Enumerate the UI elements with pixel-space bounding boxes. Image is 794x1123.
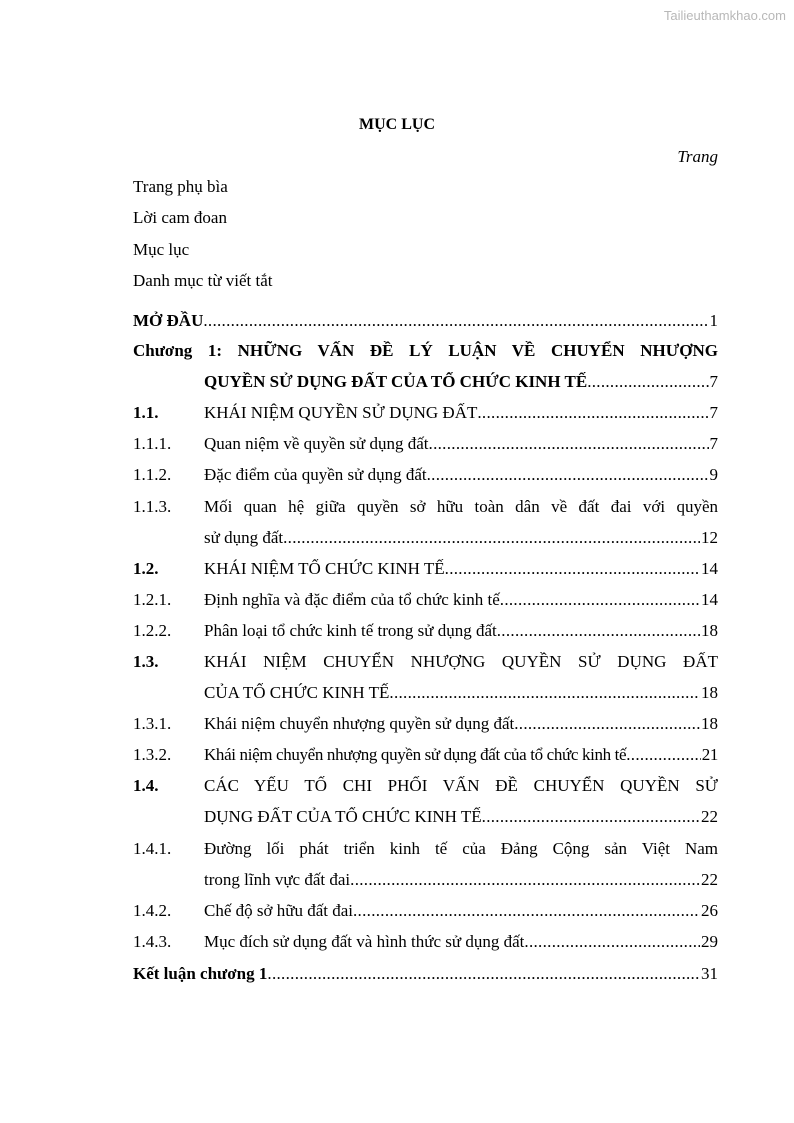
toc-entry-1-4[interactable] bbox=[133, 776, 718, 800]
front-matter-item[interactable]: Danh mục từ viết tắt bbox=[133, 271, 273, 290]
toc-entry-label: KHÁI NIỆM TỔ CHỨC KINH TẾ bbox=[204, 559, 445, 578]
section-number: 1.1.3. bbox=[133, 497, 172, 516]
toc-entry-1-4-1-cont[interactable] bbox=[133, 870, 718, 894]
section-number: 1.1. bbox=[133, 403, 159, 422]
toc-entry-label: Khái niệm chuyển nhượng quyền sử dụng đất của tổ chức kinh tế bbox=[204, 745, 627, 764]
toc-entry-label: CỦA TỔ CHỨC KINH TẾ bbox=[204, 683, 390, 702]
toc-entry-label: KHÁI NIỆM QUYỀN SỬ DỤNG ĐẤT bbox=[204, 403, 478, 422]
section-number: 1.2.1. bbox=[133, 590, 172, 609]
section-number: 1.1.1. bbox=[133, 434, 172, 453]
toc-entry-1-1-3[interactable] bbox=[133, 497, 718, 521]
leader-dots bbox=[497, 621, 700, 641]
toc-entry-label: Đường lối phát triển kinh tế của Đảng Cộng sản Việt Nam bbox=[204, 839, 718, 858]
section-number: 1.4. bbox=[133, 776, 159, 795]
leader-dots bbox=[427, 465, 709, 485]
toc-entry-1-1-3-cont[interactable] bbox=[133, 528, 718, 552]
toc-entry-label: Mối quan hệ giữa quyền sở hữu toàn dân về đất đai với quyền bbox=[204, 497, 718, 516]
section-number: 1.3. bbox=[133, 652, 159, 671]
toc-entry-1-3[interactable] bbox=[133, 652, 718, 676]
section-number: 1.2. bbox=[133, 559, 159, 578]
toc-page-number: 7 bbox=[709, 434, 718, 453]
toc-entry-label: NHỮNG VẤN ĐỀ LÝ LUẬN VỀ CHUYỂN NHƯỢNG bbox=[237, 341, 718, 360]
toc-entry-1-1-1[interactable] bbox=[133, 434, 718, 458]
leader-dots bbox=[445, 559, 700, 579]
toc-page-number: 31 bbox=[701, 964, 718, 983]
leader-dots bbox=[587, 372, 708, 392]
toc-entry-ket-luan[interactable] bbox=[133, 964, 718, 988]
toc-page-number: 18 bbox=[701, 714, 718, 733]
toc-page-number: 7 bbox=[709, 372, 718, 391]
toc-entry-1-3-1[interactable] bbox=[133, 714, 718, 738]
leader-dots bbox=[477, 403, 708, 423]
toc-entry-1-2[interactable] bbox=[133, 559, 718, 583]
toc-entry-label: Định nghĩa và đặc điểm của tổ chức kinh tế bbox=[204, 590, 500, 609]
chapter-prefix: Chương 1: bbox=[133, 341, 223, 360]
toc-page-number: 12 bbox=[701, 528, 718, 547]
leader-dots bbox=[389, 683, 700, 703]
toc-entry-label: DỤNG ĐẤT CỦA TỔ CHỨC KINH TẾ bbox=[204, 807, 482, 826]
toc-page-number: 1 bbox=[709, 311, 718, 330]
toc-entry-1-4-3[interactable] bbox=[133, 932, 718, 956]
watermark: Tailieuthamkhao.com bbox=[663, 8, 786, 23]
toc-page-number: 21 bbox=[701, 745, 718, 764]
toc-entry-chapter-1-cont[interactable] bbox=[133, 372, 718, 396]
page-column-label: Trang bbox=[677, 147, 718, 166]
section-number: 1.2.2. bbox=[133, 621, 172, 640]
toc-page-number: 14 bbox=[701, 590, 718, 609]
toc-entry-label: Mục đích sử dụng đất và hình thức sử dụng đất bbox=[204, 932, 525, 951]
toc-entry-label: trong lĩnh vực đất đai bbox=[204, 870, 351, 889]
leader-dots bbox=[429, 434, 709, 454]
page-title: MỤC LỤC bbox=[359, 116, 435, 133]
front-matter-item[interactable]: Trang phụ bìa bbox=[133, 177, 228, 196]
toc-page-number: 9 bbox=[709, 465, 718, 484]
toc-entry-1-2-2[interactable] bbox=[133, 621, 718, 645]
toc-entry-1-1-2[interactable] bbox=[133, 465, 718, 489]
leader-dots bbox=[500, 590, 700, 610]
leader-dots bbox=[514, 714, 700, 734]
toc-entry-label: Kết luận chương 1 bbox=[133, 964, 268, 983]
toc-entry-label: Quan niệm về quyền sử dụng đất bbox=[204, 434, 429, 453]
section-number: 1.4.2. bbox=[133, 901, 172, 920]
leader-dots bbox=[203, 311, 708, 331]
toc-entry-1-3-cont[interactable] bbox=[133, 683, 718, 707]
toc-page-number: 22 bbox=[701, 870, 718, 889]
leader-dots bbox=[482, 807, 700, 827]
toc-entry-mo-dau[interactable] bbox=[133, 311, 718, 335]
front-matter-item[interactable]: Lời cam đoan bbox=[133, 208, 227, 227]
toc-entry-1-4-2[interactable] bbox=[133, 901, 718, 925]
section-number: 1.3.1. bbox=[133, 714, 172, 733]
leader-dots bbox=[267, 964, 700, 984]
leader-dots bbox=[350, 870, 700, 890]
toc-entry-label: Chế độ sở hữu đất đai bbox=[204, 901, 353, 920]
toc-entry-1-4-1[interactable] bbox=[133, 839, 718, 863]
toc-page-number: 26 bbox=[701, 901, 718, 920]
toc-page-number: 18 bbox=[701, 683, 718, 702]
toc-entry-label: QUYỀN SỬ DỤNG ĐẤT CỦA TỔ CHỨC KINH TẾ bbox=[204, 372, 588, 391]
toc-page-number: 18 bbox=[701, 621, 718, 640]
toc-entry-label: Khái niệm chuyển nhượng quyền sử dụng đất bbox=[204, 714, 515, 733]
toc-entry-1-2-1[interactable] bbox=[133, 590, 718, 614]
toc-entry-label: sử dụng đất bbox=[204, 528, 284, 547]
toc-entry-label: CÁC YẾU TỐ CHI PHỐI VẤN ĐỀ CHUYỂN QUYỀN SỬ bbox=[204, 776, 718, 795]
toc-page-number: 22 bbox=[701, 807, 718, 826]
leader-dots bbox=[524, 932, 700, 952]
leader-dots bbox=[283, 528, 700, 548]
section-number: 1.1.2. bbox=[133, 465, 172, 484]
toc-entry-label: MỞ ĐẦU bbox=[133, 311, 204, 330]
toc-entry-1-1[interactable] bbox=[133, 403, 718, 427]
toc-entry-1-3-2[interactable] bbox=[133, 745, 718, 769]
toc-page-number: 29 bbox=[701, 932, 718, 951]
section-number: 1.4.3. bbox=[133, 932, 172, 951]
section-number: 1.3.2. bbox=[133, 745, 172, 764]
toc-page-number: 14 bbox=[701, 559, 718, 578]
front-matter-item[interactable]: Mục lục bbox=[133, 240, 190, 259]
toc-entry-label: Đặc điểm của quyền sử dụng đất bbox=[204, 465, 427, 484]
toc-entry-chapter-1[interactable] bbox=[133, 341, 718, 365]
toc-entry-1-4-cont[interactable] bbox=[133, 807, 718, 831]
leader-dots bbox=[353, 901, 700, 921]
toc-entry-label: Phân loại tổ chức kinh tế trong sử dụng đất bbox=[204, 621, 497, 640]
toc-entry-label: KHÁI NIỆM CHUYỂN NHƯỢNG QUYỀN SỬ DỤNG ĐẤT bbox=[204, 652, 718, 671]
section-number: 1.4.1. bbox=[133, 839, 172, 858]
leader-dots bbox=[626, 745, 700, 765]
toc-page-number: 7 bbox=[709, 403, 718, 422]
